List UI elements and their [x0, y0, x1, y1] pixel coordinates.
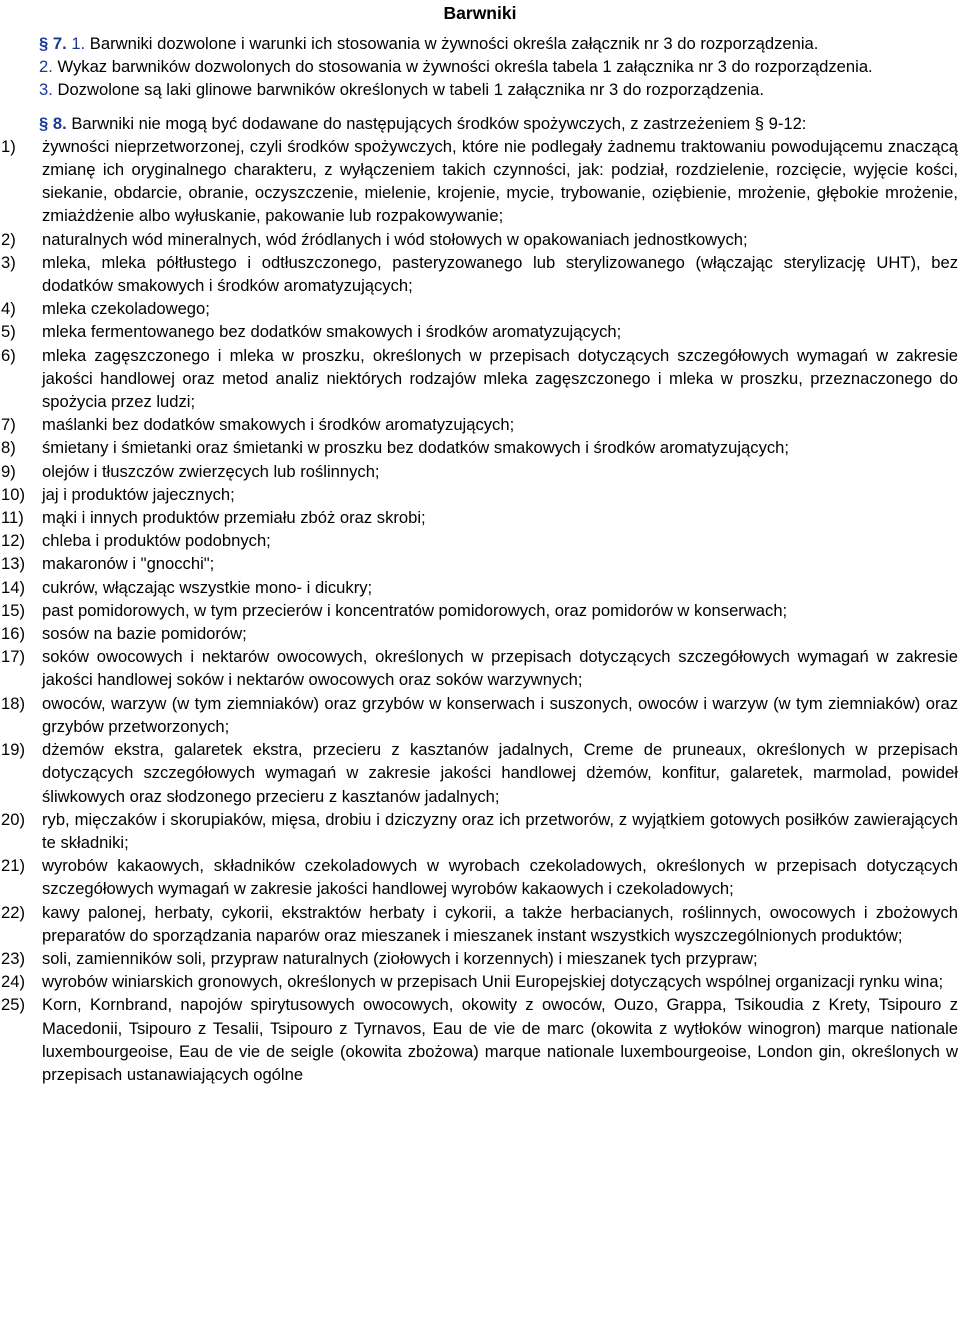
- list-item-number: 24): [1, 972, 25, 992]
- list-item-text: owoców, warzyw (w tym ziemniaków) oraz grzybów w konserwach i suszonych, owoców i warzyw (w tym ziemniaków) oraz grzybów przetworzonych;: [42, 693, 958, 736]
- paragraph-7-3: 3. Dozwolone są laki glinowe barwników określonych w tabeli 1 załącznika nr 3 do rozporządzenia.: [39, 80, 764, 100]
- list-item-number: 7): [1, 415, 16, 435]
- list-item-number: 11): [1, 508, 24, 528]
- list-item-number: 19): [1, 740, 25, 760]
- list-item-number: 15): [1, 600, 25, 620]
- list-item-text: wyrobów kakaowych, składników czekoladowych w wyrobach czekoladowych, określonych w przepisach dotyczących szczegółowych wymagań w zakresie jakości handlowej wyrobów kakaowych i czekoladowych;: [42, 856, 958, 899]
- list-item: [0, 993, 960, 1086]
- list-item-text: makaronów i "gnocchi";: [42, 554, 215, 574]
- list-item: [0, 645, 960, 691]
- list-item: [0, 970, 960, 993]
- list-item-text: mleka zagęszczonego i mleka w proszku, określonych w przepisach dotyczących szczegółowych wymagań w zakresie jakości handlowej oraz metod analiz niektórych rodzajów mleka zagęszczonego i mleka w proszku, przeznaczonego do spożycia przez ludzi;: [42, 345, 958, 412]
- list-item: [0, 692, 960, 738]
- paragraph-7-1: § 7. 1. Barwniki dozwolone i warunki ich stosowania w żywności określa załącznik nr 3 do rozporządzenia.: [39, 34, 819, 53]
- list-item-number: 12): [1, 531, 25, 551]
- section-8-link[interactable]: § 8.: [39, 113, 67, 133]
- food-list: [0, 135, 960, 1086]
- section-7-link[interactable]: § 7.: [39, 34, 67, 53]
- list-item-text: past pomidorowych, w tym przecierów i koncentratów pomidorowych, oraz pomidorów w konserwach;: [42, 600, 788, 620]
- list-item: [0, 552, 960, 575]
- list-item-text: soków owocowych i nektarów owocowych, określonych w przepisach dotyczących szczegółowych wymagań w zakresie jakości handlowej soków i nektarów owocowych oraz soków warzywnych;: [42, 647, 958, 690]
- list-item-text: jaj i produktów jajecznych;: [42, 484, 235, 504]
- list-item-text: cukrów, włączając wszystkie mono- i dicukry;: [42, 577, 373, 597]
- list-item-text: mleka, mleka półtłustego i odtłuszczonego, pasteryzowanego lub sterylizowanego (włączając sterylizację UHT), bez dodatków smakowych i środków aromatyzujących;: [42, 252, 958, 296]
- list-item-text: soli, zamienników soli, przypraw naturalnych (ziołowych i korzennych) i mieszanek tych przypraw;: [42, 948, 758, 968]
- list-item-number: 13): [1, 554, 25, 574]
- list-item-text: maślanki bez dodatków smakowych i środków aromatyzujących;: [42, 415, 515, 435]
- list-item: [0, 413, 960, 436]
- list-item-number: 23): [1, 948, 25, 968]
- list-item-text: olejów i tłuszczów zwierzęcych lub roślinnych;: [42, 461, 380, 481]
- list-item: [0, 947, 960, 970]
- list-item-text: ryb, mięczaków i skorupiaków, mięsa, drobiu i dziczyzny oraz ich przetworów, z wyjątkiem gotowych posiłków zawierających te składniki;: [42, 809, 958, 852]
- list-item: [0, 576, 960, 599]
- list-item-number: 22): [1, 902, 25, 922]
- paragraph-7-2: 2. Wykaz barwników dozwolonych do stosowania w żywności określa tabela 1 załącznika nr 3 do rozporządzenia.: [39, 57, 873, 77]
- list-item: [0, 135, 960, 228]
- list-item-text: mąki i innych produktów przemiału zbóż oraz skrobi;: [42, 508, 426, 528]
- list-item-number: 6): [1, 345, 16, 365]
- list-item: [0, 460, 960, 483]
- list-item: [0, 622, 960, 645]
- list-item-number: 9): [1, 461, 16, 481]
- list-item-number: 21): [1, 856, 25, 876]
- list-item: [0, 808, 960, 854]
- list-item-number: 8): [1, 438, 16, 458]
- list-item: [0, 854, 960, 900]
- point-1-link[interactable]: 1.: [71, 34, 86, 53]
- list-item-text: śmietany i śmietanki oraz śmietanki w proszku bez dodatków smakowych i środków aromatyzujących;: [42, 438, 790, 458]
- list-item-number: 3): [1, 252, 16, 272]
- list-item: [0, 738, 960, 808]
- list-item-number: 16): [1, 624, 25, 644]
- list-item: [0, 297, 960, 320]
- list-item-number: 17): [1, 647, 25, 667]
- list-item-text: naturalnych wód mineralnych, wód źródlanych i wód stołowych w opakowaniach jednostkowych;: [42, 229, 748, 249]
- list-item-text: wyrobów winiarskich gronowych, określonych w przepisach Unii Europejskiej dotyczących wspólnej organizacji rynku wina;: [42, 972, 944, 992]
- list-item: [0, 599, 960, 622]
- list-item-text: dżemów ekstra, galaretek ekstra, przecieru z kasztanów jadalnych, Creme de pruneaux, określonych w przepisach dotyczących szczegółowych wymagań w zakresie jakości handlowej dżemów, konfitur, galaretek, marmolad, powideł śliwkowych oraz słodzonego przecieru z kasztanów jadalnych;: [42, 740, 958, 806]
- list-item: [0, 506, 960, 529]
- document-title: Barwniki: [443, 3, 517, 23]
- list-item-number: 4): [1, 299, 16, 319]
- list-item: [0, 344, 960, 414]
- point-2-link[interactable]: 2.: [39, 57, 53, 77]
- list-item-text: mleka fermentowanego bez dodatków smakowych i środków aromatyzujących;: [42, 322, 622, 342]
- point-3-link[interactable]: 3.: [39, 80, 53, 100]
- list-item-number: 25): [1, 995, 25, 1015]
- list-item-text: chleba i produktów podobnych;: [42, 531, 271, 551]
- list-item: [0, 251, 960, 297]
- list-item-number: 20): [1, 809, 25, 829]
- list-item-number: 14): [1, 577, 25, 597]
- list-item-text: sosów na bazie pomidorów;: [42, 624, 247, 644]
- list-item-number: 2): [1, 229, 16, 249]
- list-item-number: 1): [1, 136, 16, 156]
- list-item: [0, 529, 960, 552]
- list-item-text: żywności nieprzetworzonej, czyli środków spożywczych, które nie podlegały żadnemu traktowaniu powodującemu znaczącą zmianę ich oryginalnego charakteru, z wyłączeniem takich czynności, jak: podział, rozdzielenie, rozcięcie, wyjęcie kości, siekanie, obdarcie, obranie, oczyszczenie, mielenie, krojenie, mycie, trybowanie, oziębienie, mrożenie, głębokie mrożenie, zmiażdżenie albo wyłuskanie, pakowanie lub rozpakowywanie;: [42, 136, 958, 226]
- list-item: [0, 483, 960, 506]
- document-page: [0, 2, 960, 1086]
- list-item: [0, 320, 960, 343]
- list-item-number: 5): [1, 322, 16, 342]
- paragraph-8-intro: § 8. Barwniki nie mogą być dodawane do następujących środków spożywczych, z zastrzeżeniem § 9-12:: [39, 113, 807, 133]
- list-item-text: kawy palonej, herbaty, cykorii, ekstraktów herbaty i cykorii, a także herbacianych, roślinnych, owocowych i zbożowych preparatów do sporządzania naparów oraz mieszanek i mieszanek instant wszystkich wyszczególnionych produktów;: [42, 902, 958, 945]
- list-item-text: mleka czekoladowego;: [42, 299, 210, 319]
- list-item-number: 10): [1, 484, 25, 504]
- list-item: [0, 228, 960, 251]
- list-item: [0, 436, 960, 459]
- list-item-number: 18): [1, 693, 25, 713]
- list-item: [0, 901, 960, 947]
- list-item-text: Korn, Kornbrand, napojów spirytusowych owocowych, okowity z owoców, Ouzo, Grappa, Tsikoudia z Krety, Tsipouro z Macedonii, Tsipouro z Tesalii, Tsipouro z Tyrnavos, Eau de vie de marc (okowita z wytłoków winogron) marque nationale luxembourgeoise, Eau de vie de seigle (okowita zbożowa) marque nationale luxembourgeoise, London gin, określonych w przepisach ustanawiających ogólne: [42, 995, 958, 1084]
